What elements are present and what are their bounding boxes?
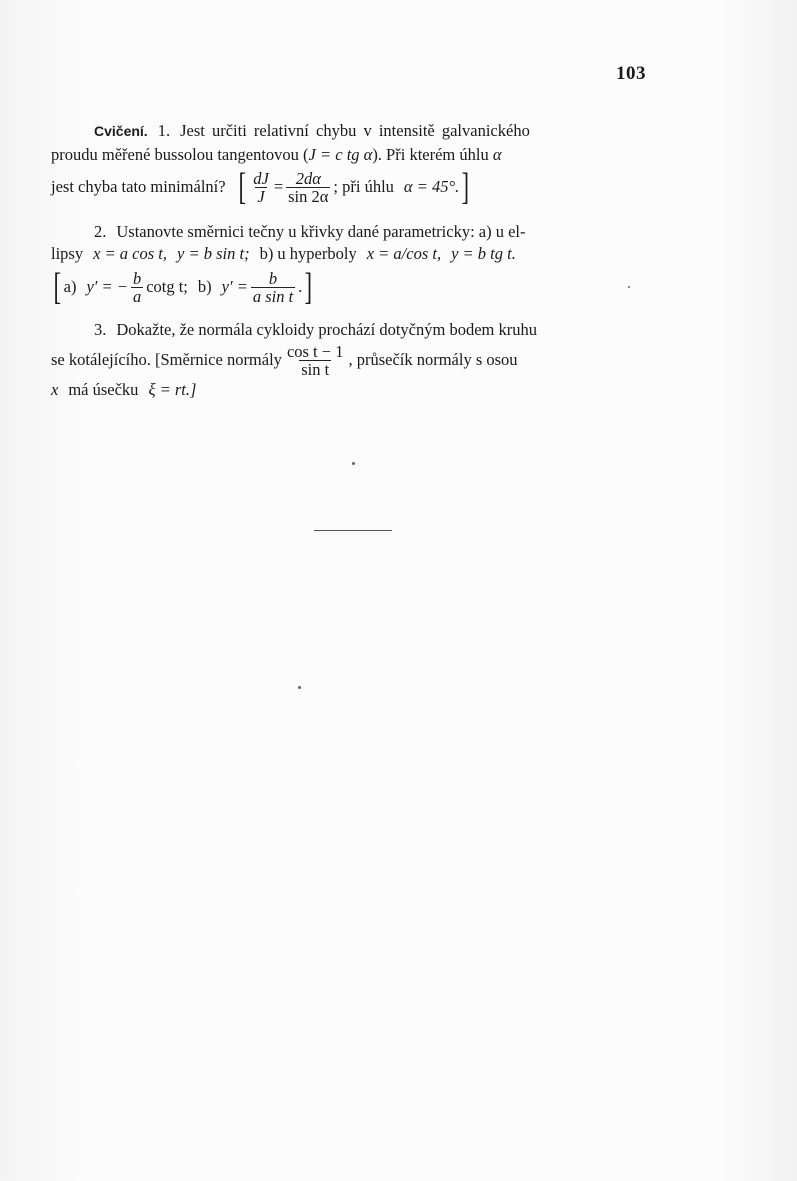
fraction-denominator: sin 2α (288, 186, 329, 206)
exercise-3-text-3: má úsečku (68, 380, 139, 399)
exercises-heading: Cvičení. (94, 123, 148, 139)
formula-hyperbola-x: x = a/cos t, (366, 244, 442, 263)
exercise-3-line-2 (51, 340, 651, 380)
formula-ellipse-y: y = b sin t; (177, 244, 250, 263)
fraction-b-over-asint (251, 270, 295, 305)
exercise-3-text-2a: se kotálejícího. [Směrnice normály (51, 350, 282, 369)
formula-xi-rt: ξ = rt.] (148, 380, 197, 399)
exercise-2-answer (51, 266, 651, 308)
fraction-numerator: b (268, 268, 278, 288)
fraction-numerator: dJ (253, 168, 269, 188)
fraction-denominator: sin t (301, 359, 330, 379)
fraction-cost-minus-1-over-sint (285, 343, 346, 378)
equals-sign: = (273, 177, 284, 196)
answer-b-tail: . (298, 277, 303, 296)
exercise-1-question: jest chyba tato minimální? (51, 177, 226, 196)
fraction-2dalpha-over-sin2alpha (286, 170, 330, 205)
fraction-b-over-a (131, 270, 143, 305)
right-bracket: ] (461, 166, 470, 208)
exercise-1-number: 1. (157, 121, 171, 140)
formula-hyperbola-y: y = b tg t. (451, 244, 516, 263)
fraction-dj-over-j (251, 170, 271, 205)
variable-x: x (51, 380, 59, 399)
exercise-1-line-3 (51, 166, 651, 208)
exercise-1-answer-tail: ; při úhlu (333, 177, 394, 196)
answer-a-rhs: cotg t; (146, 277, 188, 296)
exercise-3-line-3 (51, 380, 651, 400)
exercise-3-number: 3. (94, 320, 107, 339)
page-number: 103 (616, 63, 646, 84)
fraction-denominator: a (132, 286, 142, 306)
right-bracket: ] (304, 266, 313, 308)
exercise-2-text-2a: lipsy (51, 244, 84, 263)
section-divider (314, 530, 392, 531)
answer-a-label: a) (63, 277, 77, 296)
formula-ellipse-x: x = a cos t, (93, 244, 168, 263)
fraction-denominator: a sin t (252, 286, 294, 306)
exercise-2-number: 2. (94, 222, 107, 241)
fraction-numerator: 2dα (295, 168, 321, 188)
exercise-2-text: Ustanovte směrnici tečny u křivky dané parametricky: a) u el- (116, 222, 526, 241)
variable-alpha: α (492, 145, 502, 164)
exercise-2-line-2 (51, 244, 651, 264)
answer-a-lhs: y′ = − (86, 277, 128, 296)
exercise-2-line-1 (51, 222, 694, 242)
exercise-1-text-2b: ). Při kterém úhlu (372, 145, 493, 164)
exercise-3-line-1 (51, 320, 694, 340)
exercise-1-text: Jest určiti relativní chybu v intensitě galvanického (180, 121, 530, 140)
fraction-denominator: J (257, 186, 265, 206)
exercise-1-line-1 (51, 121, 694, 141)
print-speck (298, 686, 301, 689)
exercise-1-result: α = 45°. (403, 177, 460, 196)
exercise-1-text-2a: proudu měřené bussolou tangentovou ( (51, 145, 309, 164)
formula-j-ctg: J = c tg α (308, 145, 373, 164)
fraction-numerator: b (132, 268, 142, 288)
print-speck (628, 286, 630, 288)
exercise-2-text-2b: b) u hyperboly (259, 244, 357, 263)
left-bracket: [ (53, 266, 62, 308)
left-bracket: [ (238, 166, 246, 208)
print-speck (352, 462, 355, 465)
exercise-3-text: Dokažte, že normála cykloidy prochází dotyčným bodem kruhu (116, 320, 537, 339)
exercise-1-line-2 (51, 145, 651, 165)
exercise-3-text-2b: , průsečík normály s osou (348, 350, 518, 369)
fraction-numerator: cos t − 1 (286, 341, 344, 361)
answer-b-label: b) (197, 277, 212, 296)
answer-b-lhs: y′ = (221, 277, 248, 296)
